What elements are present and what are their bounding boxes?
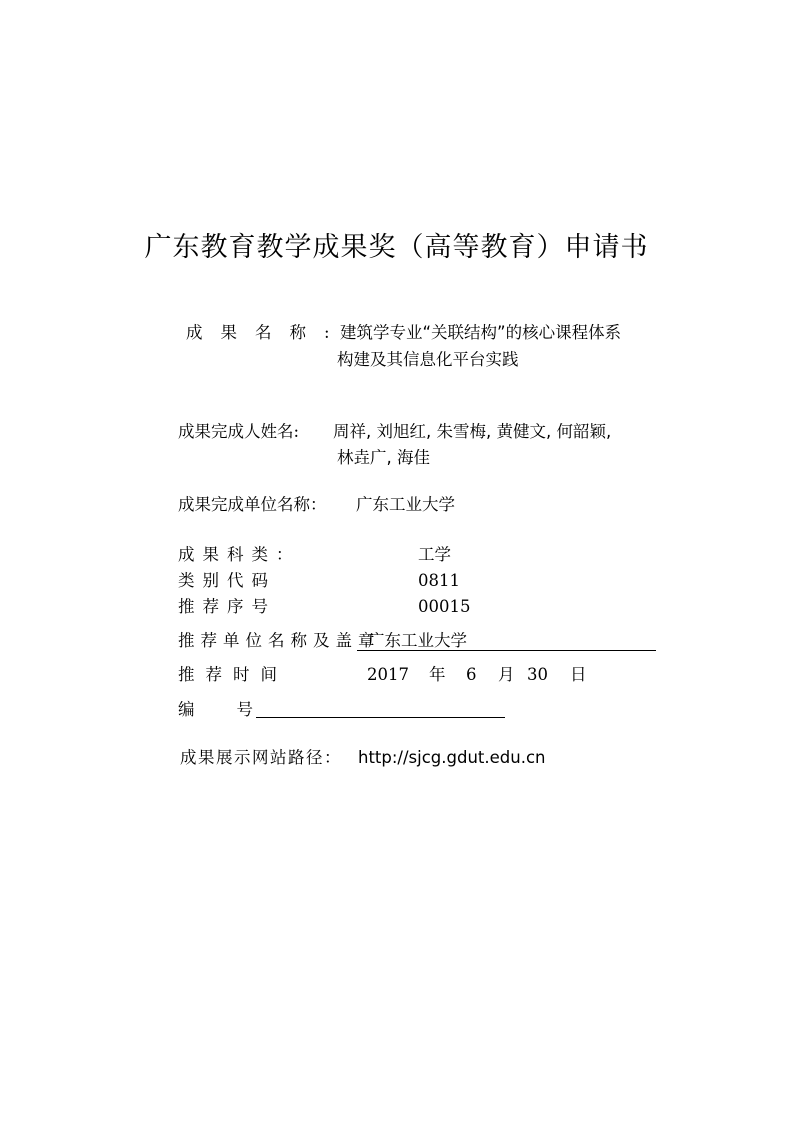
recommend-year: 2017 bbox=[367, 665, 409, 684]
achievement-name-value-line2: 构建及其信息化平台实践 bbox=[337, 350, 519, 369]
recommending-unit-value: 广东工业大学 bbox=[368, 631, 467, 650]
recommend-day: 30 bbox=[527, 665, 548, 684]
recommend-number-label: 推荐序号 bbox=[178, 597, 276, 616]
recommend-number-value: 00015 bbox=[418, 597, 471, 616]
completers-value-line1: 周祥, 刘旭红, 朱雪梅, 黄健文, 何韶颖, bbox=[333, 422, 612, 441]
serial-number-underline bbox=[256, 717, 505, 718]
category-code-value: 0811 bbox=[418, 571, 460, 590]
completing-unit-value: 广东工业大学 bbox=[356, 495, 455, 514]
recommending-unit-underline bbox=[357, 650, 656, 651]
recommend-month-unit: 月 bbox=[498, 665, 515, 684]
discipline-label: 成果科类： bbox=[178, 545, 301, 564]
website-label: 成果展示网站路径： bbox=[180, 748, 342, 767]
recommend-month: 6 bbox=[466, 665, 477, 684]
recommending-unit-label: 推荐单位名称及盖章 bbox=[178, 631, 381, 650]
serial-number-label: 编号 bbox=[178, 700, 295, 719]
completers-label: 成果完成人姓名: bbox=[178, 422, 300, 441]
discipline-value: 工学 bbox=[418, 545, 451, 564]
achievement-name-value-line1: 建筑学专业“关联结构”的核心课程体系 bbox=[340, 323, 622, 342]
achievement-name-label: 成果名称: bbox=[186, 323, 348, 342]
website-link[interactable]: http://sjcg.gdut.edu.cn bbox=[358, 748, 546, 767]
recommend-day-unit: 日 bbox=[570, 665, 587, 684]
document-title: 广东教育教学成果奖（高等教育）申请书 bbox=[144, 232, 649, 263]
completing-unit-label: 成果完成单位名称： bbox=[178, 495, 327, 514]
completers-value-line2: 林垚广, 海佳 bbox=[337, 448, 430, 467]
category-code-label: 类别代码 bbox=[178, 571, 276, 590]
recommend-year-unit: 年 bbox=[429, 665, 446, 684]
recommend-time-label: 推荐时间 bbox=[178, 665, 288, 684]
